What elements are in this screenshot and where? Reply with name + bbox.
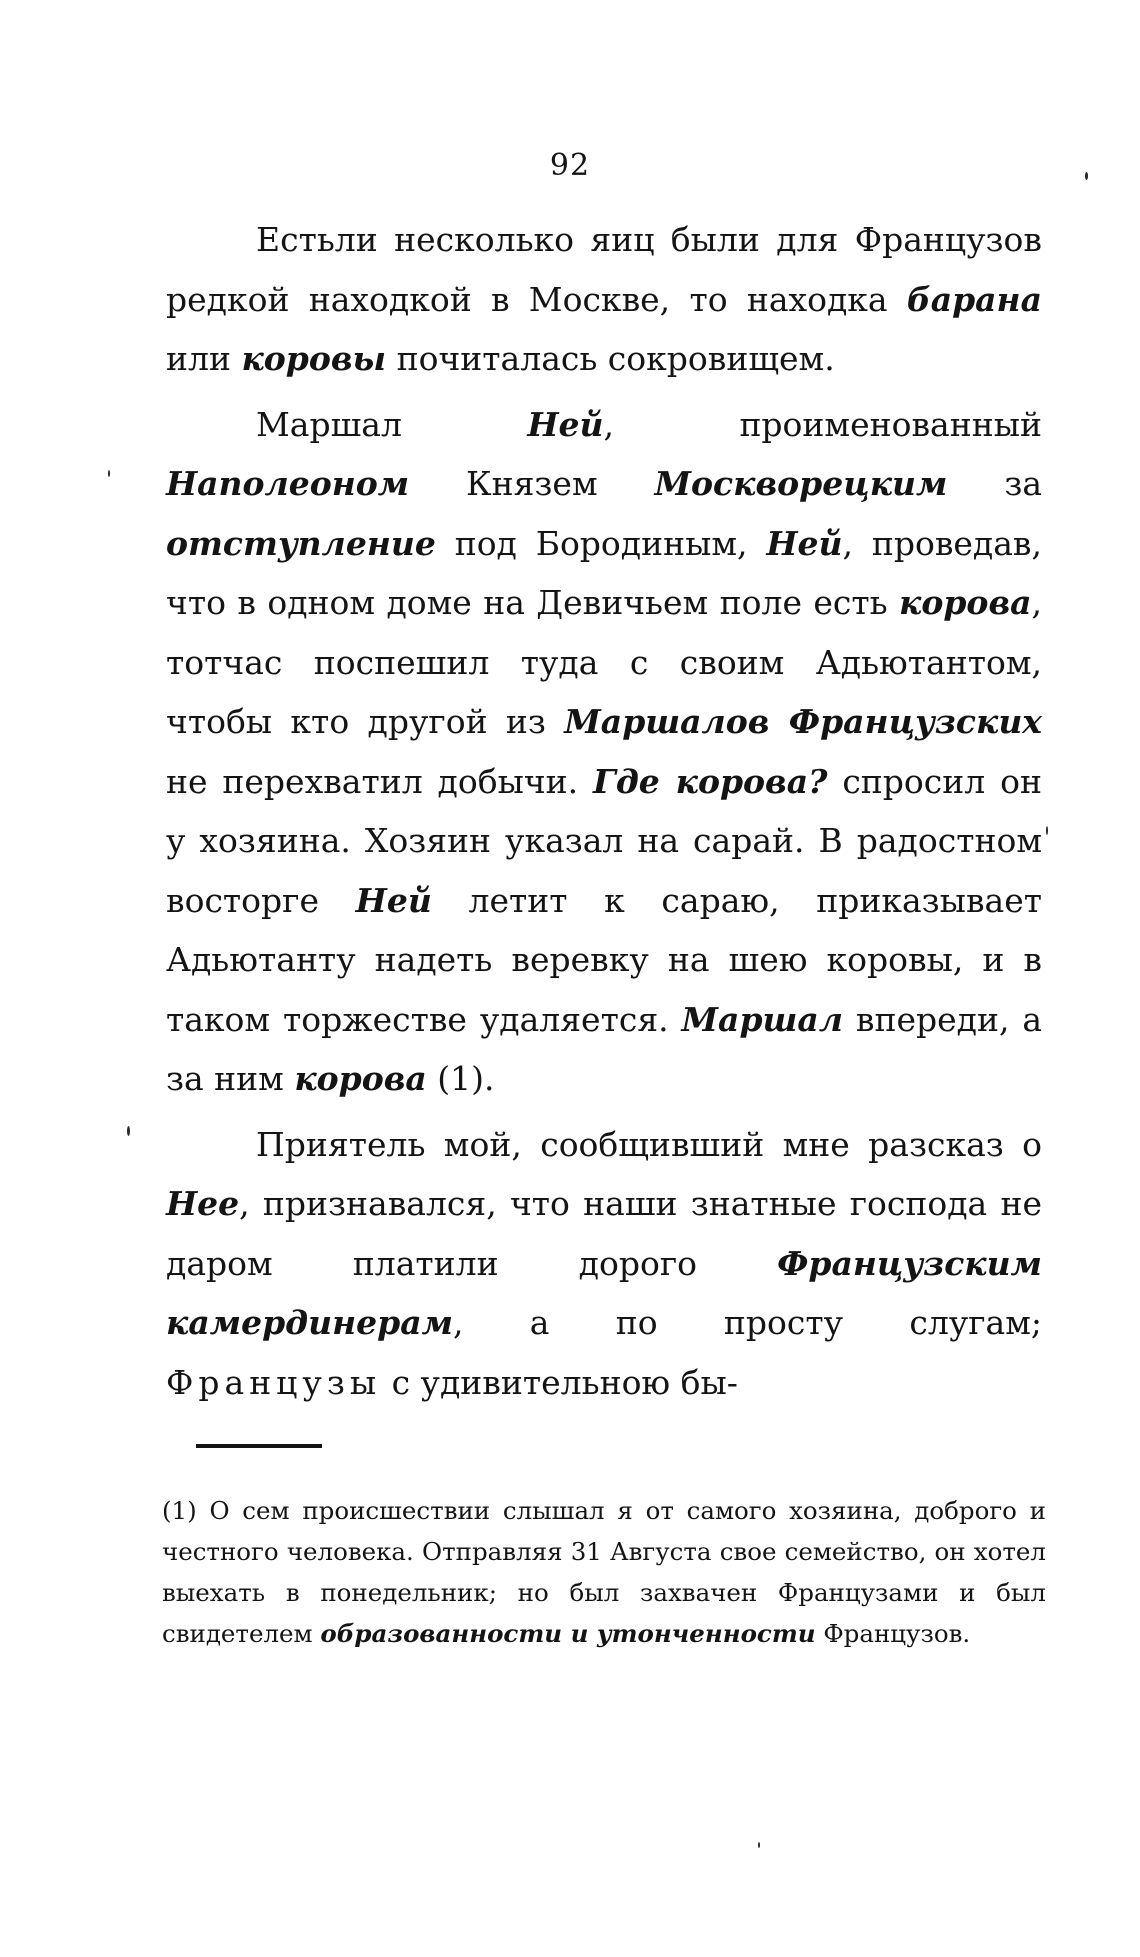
- italic-word: Ней: [527, 404, 604, 444]
- text-span: Французов.: [815, 1619, 971, 1648]
- scan-speck: [127, 1126, 130, 1136]
- text-span: летит к сараю, приказывает Адьютанту надеть веревку на шею коровы, и в таком торжестве удаляется.: [166, 880, 1042, 1039]
- text-span: с удивительною бы-: [381, 1362, 738, 1402]
- italic-word: Нее: [166, 1184, 240, 1223]
- italic-word: Москворецким: [654, 464, 948, 503]
- scan-speck: [1085, 172, 1088, 180]
- italic-word: корова: [294, 1059, 427, 1098]
- italic-word: Где корова?: [593, 761, 828, 801]
- text-span: Естьли несколько яиц были для Французов редкой находкой в Москве, то находка: [166, 220, 1042, 319]
- paragraph-2: [166, 395, 1042, 1109]
- paragraph-3: [166, 1115, 1042, 1413]
- italic-word: Маршалов Французских: [564, 702, 1042, 741]
- text-span: Князем: [409, 464, 655, 503]
- text-span: спросил он у хозяина. Хозяин указал на сарай. В радостном восторге: [166, 761, 1042, 920]
- scan-speck: [108, 470, 110, 477]
- italic-word: барана: [906, 279, 1042, 319]
- text-span: , признавался, что наши знатные господа не даром платили дорого: [166, 1184, 1042, 1283]
- text-span: за: [947, 464, 1042, 503]
- text-span: или: [166, 339, 242, 378]
- text-span: , проименованный: [603, 404, 1042, 444]
- page-number: 92: [549, 148, 591, 183]
- text-span: (1) О сем происшествии слышал я от самого хозяина, доброго и честного человека. Отправляя 31 Августа свое семейство, он хотел выехать в понедельник; но был захвачен Французами и был свидетелем: [162, 1496, 1046, 1648]
- text-span: , а по просту слугам;: [452, 1303, 1042, 1342]
- italic-word: образованности и утонченности: [320, 1619, 816, 1648]
- italic-word: отступление: [166, 523, 436, 563]
- italic-word: Наполеоном: [166, 464, 410, 503]
- text-span: , тотчас поспешил туда с своим Адьютантом, чтобы кто другой из: [166, 583, 1042, 741]
- text-span: не перехватил добычи.: [166, 761, 594, 801]
- italic-word: Ней: [355, 880, 432, 920]
- main-text: [166, 210, 1042, 1412]
- text-span: под Бородиным,: [435, 523, 767, 563]
- italic-word: Французским камердинерам: [166, 1243, 1042, 1342]
- italic-word: Ней: [766, 523, 843, 563]
- text-span: впереди, а за ним: [166, 999, 1043, 1098]
- text-span: Маршал: [256, 404, 528, 444]
- footnote-divider: [196, 1444, 322, 1448]
- scan-speck: [758, 1842, 760, 1848]
- spaced-word: Французы: [166, 1362, 382, 1402]
- text-span: , проведав, что в одном доме на Девичьем поле есть: [166, 523, 1042, 622]
- scan-speck: [1046, 826, 1048, 835]
- italic-word: корова: [899, 583, 1032, 622]
- italic-word: коровы: [241, 339, 387, 378]
- footnote: [162, 1490, 1046, 1654]
- text-span: почиталась сокровищем.: [386, 339, 835, 378]
- text-span: Приятель мой, сообщивший мне разсказ о: [256, 1124, 1042, 1164]
- footnote-reference: (1).: [426, 1059, 495, 1098]
- italic-word: Маршал: [681, 999, 843, 1039]
- paragraph-1: [166, 210, 1042, 389]
